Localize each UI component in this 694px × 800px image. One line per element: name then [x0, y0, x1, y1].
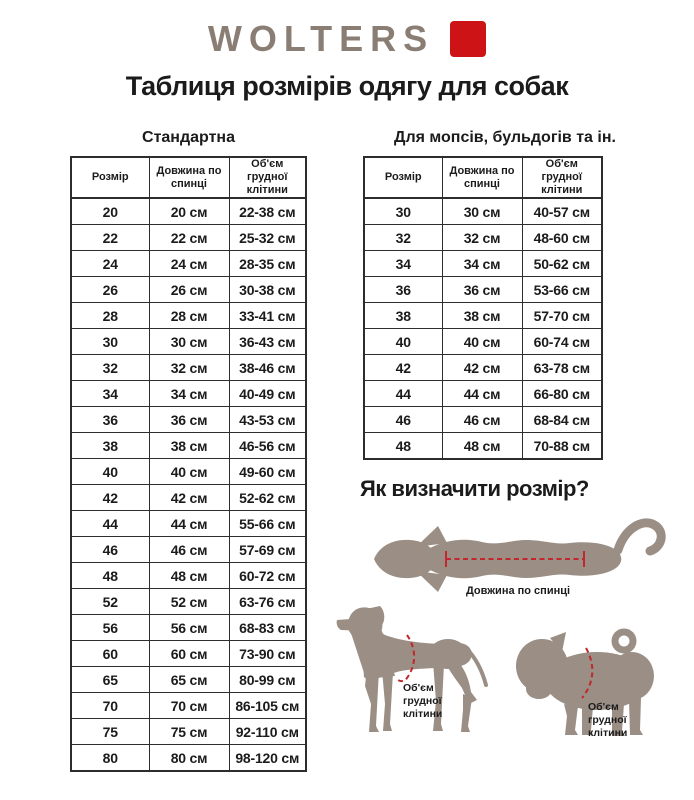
table-cell: 55-66 см — [229, 511, 306, 537]
table-cell: 42 см — [442, 355, 522, 381]
table-cell: 38 — [71, 433, 149, 459]
table-cell: 28 — [71, 303, 149, 329]
table-row — [364, 329, 602, 355]
table-cell: 48 — [364, 433, 442, 460]
table-row — [71, 693, 306, 719]
table-cell: 60-72 см — [229, 563, 306, 589]
chest-girth-label-right: Об'єм грудної клітини — [588, 701, 628, 739]
column-header: Довжина по спинці — [149, 157, 229, 198]
table-cell: 52-62 см — [229, 485, 306, 511]
table-row — [71, 198, 306, 225]
table-row — [71, 459, 306, 485]
table-cell: 75 — [71, 719, 149, 745]
table-cell: 60 — [71, 641, 149, 667]
header-row — [71, 157, 306, 198]
table-row — [71, 355, 306, 381]
table-cell: 22 — [71, 225, 149, 251]
table-cell: 22 см — [149, 225, 229, 251]
table-cell: 98-120 см — [229, 745, 306, 772]
brand-red-square-icon — [450, 21, 486, 57]
table-cell: 32 см — [149, 355, 229, 381]
table-cell: 36 — [364, 277, 442, 303]
table-cell: 92-110 см — [229, 719, 306, 745]
table-cell: 38 см — [149, 433, 229, 459]
table-cell: 30 — [71, 329, 149, 355]
column-header: Розмір — [71, 157, 149, 198]
table-row — [364, 225, 602, 251]
table-cell: 42 — [71, 485, 149, 511]
table-row — [71, 225, 306, 251]
table-row — [364, 355, 602, 381]
table-cell: 20 см — [149, 198, 229, 225]
table-row — [364, 198, 602, 225]
table-row — [71, 719, 306, 745]
table-cell: 66-80 см — [522, 381, 602, 407]
table-cell: 40 — [71, 459, 149, 485]
table-row — [71, 485, 306, 511]
table-row — [364, 277, 602, 303]
table-cell: 30 см — [442, 198, 522, 225]
table-cell: 80-99 см — [229, 667, 306, 693]
table-cell: 42 — [364, 355, 442, 381]
pug-size-table — [363, 156, 603, 460]
table-cell: 44 — [364, 381, 442, 407]
table-cell: 70-88 см — [522, 433, 602, 460]
table-row — [71, 303, 306, 329]
table-cell: 65 — [71, 667, 149, 693]
table-cell: 60-74 см — [522, 329, 602, 355]
table-cell: 34 см — [442, 251, 522, 277]
table-cell: 34 см — [149, 381, 229, 407]
table-cell: 65 см — [149, 667, 229, 693]
standard-size-table — [70, 156, 307, 772]
table-cell: 40 см — [442, 329, 522, 355]
table-cell: 44 см — [149, 511, 229, 537]
table-cell: 57-69 см — [229, 537, 306, 563]
table-cell: 36 см — [149, 407, 229, 433]
column-header: Розмір — [364, 157, 442, 198]
table-cell: 28 см — [149, 303, 229, 329]
table-cell: 48-60 см — [522, 225, 602, 251]
table-cell: 24 — [71, 251, 149, 277]
table-row — [71, 251, 306, 277]
table-cell: 52 см — [149, 589, 229, 615]
table-cell: 63-78 см — [522, 355, 602, 381]
table-cell: 60 см — [149, 641, 229, 667]
table-cell: 34 — [364, 251, 442, 277]
page-title: Таблиця розмірів одягу для собак — [125, 71, 569, 101]
table-cell: 48 — [71, 563, 149, 589]
table-row — [71, 511, 306, 537]
table-cell: 38 — [364, 303, 442, 329]
table-cell: 46 — [364, 407, 442, 433]
table-row — [71, 407, 306, 433]
table-cell: 32 см — [442, 225, 522, 251]
table-cell: 70 см — [149, 693, 229, 719]
table-row — [71, 537, 306, 563]
table-cell: 73-90 см — [229, 641, 306, 667]
table-row — [364, 303, 602, 329]
table-cell: 43-53 см — [229, 407, 306, 433]
table-cell: 44 — [71, 511, 149, 537]
table-cell: 80 см — [149, 745, 229, 772]
table-cell: 40-49 см — [229, 381, 306, 407]
table-row — [364, 407, 602, 433]
table-cell: 46 см — [442, 407, 522, 433]
brand-logo-text: WOLTERS — [207, 18, 435, 59]
column-header: Об'єм грудної клітини — [522, 157, 602, 198]
table-cell: 56 см — [149, 615, 229, 641]
column-header: Довжина по спинці — [442, 157, 522, 198]
table-cell: 56 — [71, 615, 149, 641]
table-cell: 86-105 см — [229, 693, 306, 719]
standard-table-title: Стандартна — [142, 129, 235, 146]
table-cell: 20 — [71, 198, 149, 225]
table-row — [71, 277, 306, 303]
table-cell: 70 — [71, 693, 149, 719]
table-row — [71, 589, 306, 615]
table-cell: 46-56 см — [229, 433, 306, 459]
table-cell: 40 см — [149, 459, 229, 485]
table-row — [71, 615, 306, 641]
table-cell: 52 — [71, 589, 149, 615]
table-row — [71, 563, 306, 589]
table-row — [71, 433, 306, 459]
table-cell: 50-62 см — [522, 251, 602, 277]
table-cell: 40 — [364, 329, 442, 355]
column-header: Об'єм грудної клітини — [229, 157, 306, 198]
table-row — [71, 745, 306, 772]
table-cell: 38 см — [442, 303, 522, 329]
table-cell: 48 см — [149, 563, 229, 589]
table-cell: 48 см — [442, 433, 522, 460]
brand-logo — [0, 20, 694, 58]
table-cell: 68-83 см — [229, 615, 306, 641]
table-cell: 57-70 см — [522, 303, 602, 329]
table-row — [364, 251, 602, 277]
table-row — [71, 329, 306, 355]
header-row — [364, 157, 602, 198]
table-cell: 75 см — [149, 719, 229, 745]
table-cell: 44 см — [442, 381, 522, 407]
table-cell: 36 см — [442, 277, 522, 303]
table-cell: 33-41 см — [229, 303, 306, 329]
table-cell: 53-66 см — [522, 277, 602, 303]
table-cell: 38-46 см — [229, 355, 306, 381]
table-cell: 80 — [71, 745, 149, 772]
back-length-label: Довжина по спинці — [465, 585, 571, 597]
table-row — [364, 433, 602, 460]
table-cell: 32 — [71, 355, 149, 381]
table-cell: 46 см — [149, 537, 229, 563]
chest-girth-label-left: Об'єм грудної клітини — [403, 682, 443, 720]
table-cell: 40-57 см — [522, 198, 602, 225]
table-cell: 30-38 см — [229, 277, 306, 303]
table-cell: 26 — [71, 277, 149, 303]
table-cell: 36-43 см — [229, 329, 306, 355]
table-cell: 28-35 см — [229, 251, 306, 277]
pug-table-title: Для мопсів, бульдогів та ін. — [394, 129, 616, 146]
table-cell: 42 см — [149, 485, 229, 511]
table-cell: 49-60 см — [229, 459, 306, 485]
table-cell: 63-76 см — [229, 589, 306, 615]
table-cell: 32 — [364, 225, 442, 251]
table-row — [71, 667, 306, 693]
table-cell: 34 — [71, 381, 149, 407]
table-cell: 25-32 см — [229, 225, 306, 251]
table-cell: 30 — [364, 198, 442, 225]
table-cell: 36 — [71, 407, 149, 433]
table-row — [71, 381, 306, 407]
table-row — [364, 381, 602, 407]
table-cell: 46 — [71, 537, 149, 563]
table-cell: 30 см — [149, 329, 229, 355]
table-row — [71, 641, 306, 667]
measure-guide-title: Як визначити розмір? — [360, 476, 589, 501]
table-cell: 22-38 см — [229, 198, 306, 225]
table-cell: 68-84 см — [522, 407, 602, 433]
table-cell: 26 см — [149, 277, 229, 303]
table-cell: 24 см — [149, 251, 229, 277]
